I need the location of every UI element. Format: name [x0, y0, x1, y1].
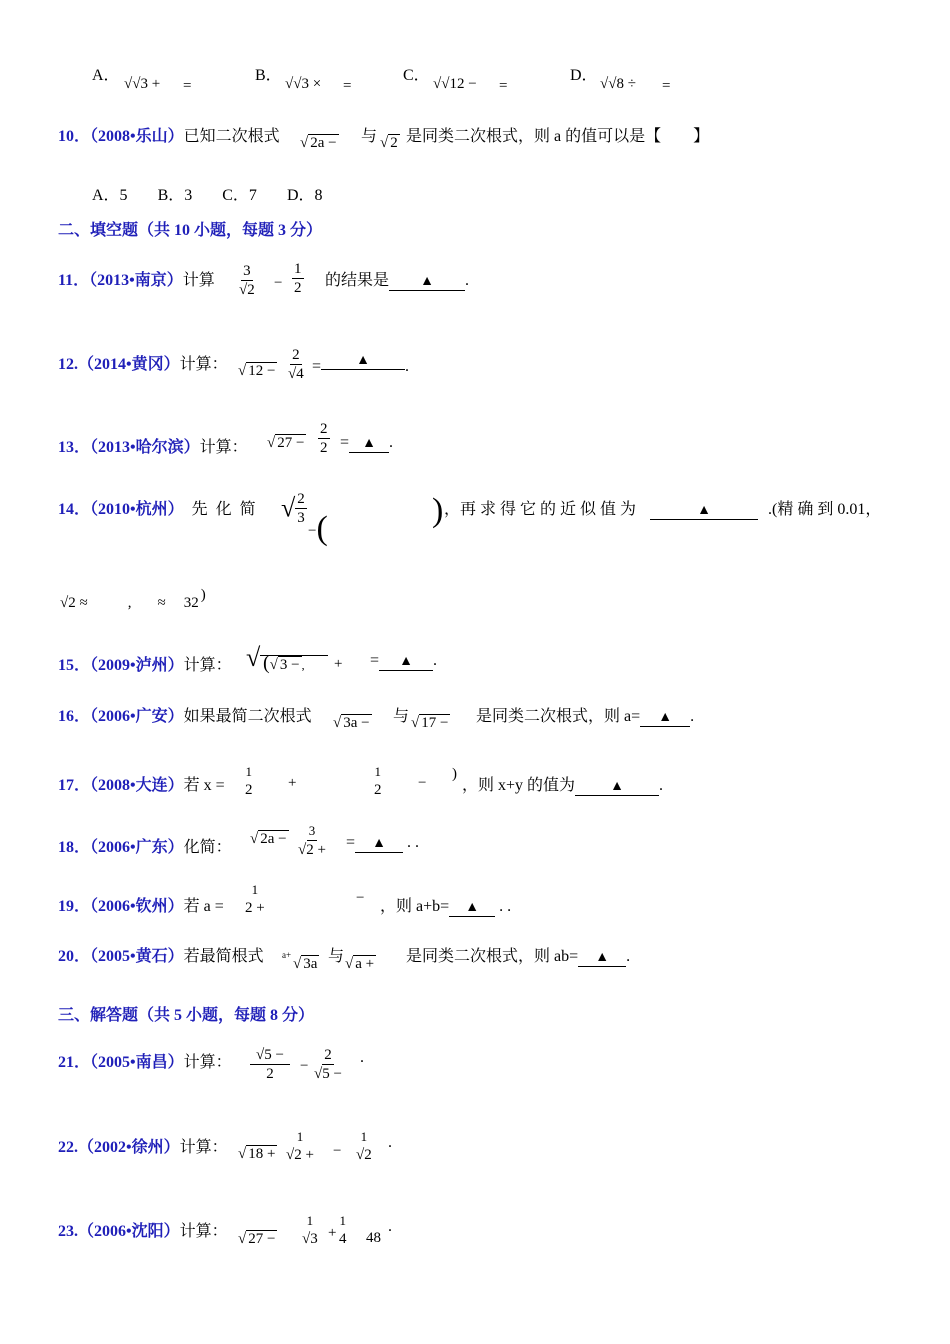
question-19	[58, 893, 224, 916]
question-22	[58, 1134, 228, 1157]
radicand: 17 −	[421, 715, 449, 731]
q9-option-a-eq: =	[183, 78, 192, 94]
question-text: 计算：	[199, 439, 248, 456]
triangle-icon: ▲	[697, 503, 711, 518]
q12-post	[312, 353, 410, 377]
answer-blank	[640, 709, 690, 727]
denominator: 3	[297, 510, 305, 526]
question-number: 12.	[58, 356, 78, 373]
question-text: 是同类二次根式，则 a=	[476, 708, 641, 725]
triangle-icon: ▲	[658, 710, 673, 725]
question-number: 11．	[58, 272, 90, 289]
question-text: 若最简根式	[183, 948, 264, 965]
q15-post	[370, 652, 437, 671]
question-number: 13．	[58, 439, 91, 456]
answer-blank	[321, 352, 405, 370]
operator: −	[308, 523, 317, 539]
question-13	[58, 434, 248, 457]
answer-blank	[355, 835, 403, 853]
answer-blank	[650, 502, 758, 520]
q17-fraction-1	[243, 763, 255, 799]
question-number: 17．	[58, 777, 91, 794]
question-23	[58, 1218, 228, 1241]
question-text: 若 x =	[183, 777, 225, 794]
triangle-icon: ▲	[362, 436, 376, 451]
numerator: 5 −	[264, 1047, 284, 1063]
denominator: 2	[247, 282, 255, 298]
radicand: a +	[355, 956, 375, 972]
q10-radical-1: √ 2a −	[300, 135, 337, 151]
option: D．8	[286, 187, 323, 204]
q20-radical-1: √ 3a	[293, 956, 318, 972]
question-text: 若 a =	[183, 898, 224, 915]
triangle-icon: ▲	[399, 654, 413, 669]
q9-option-a-expr: √√3 +	[124, 76, 161, 92]
question-text: .(精 确 到 0.01，	[768, 501, 882, 518]
answer-blank	[349, 435, 389, 453]
denominator: 2	[320, 440, 328, 456]
q22-fraction-2: 1 √2	[356, 1129, 372, 1163]
radicand: 3a −	[343, 715, 370, 731]
q10-options	[92, 182, 323, 205]
denominator: 2	[364, 1147, 372, 1163]
q21-fraction-1: $\frac{√5 -}{2}$	[250, 1046, 290, 1083]
triangle-icon: ▲	[465, 900, 480, 915]
question-text: 的结果是	[325, 272, 390, 289]
q23-fraction-1: 1 √3	[302, 1213, 318, 1247]
question-text: 已知二次根式	[183, 128, 280, 145]
option: C．7	[222, 187, 257, 204]
q11-fraction-1: $\frac{3}{√2}$	[239, 263, 255, 298]
radicand: 12 −	[248, 363, 276, 379]
question-20	[58, 943, 264, 966]
q20-radical-2: √ a +	[345, 956, 375, 972]
q9-option-b: B．	[255, 67, 282, 84]
question-17	[58, 772, 225, 795]
numerator: 1	[374, 764, 381, 779]
q17-fraction-2	[372, 763, 384, 799]
q9-option-d-expr: √√8 ÷	[600, 76, 636, 92]
question-15	[58, 652, 232, 675]
q9-option-c: C．	[403, 67, 430, 84]
option: A．5	[92, 187, 128, 204]
q22-fraction-1: 1 √2 +	[286, 1129, 314, 1163]
question-text: 计算	[182, 272, 215, 289]
question-source: （2010•杭州）	[90, 501, 184, 518]
q18-fraction: $\frac{3}{√2 +}$	[298, 823, 326, 858]
q10-post: 是同类二次根式，则 a 的值可以是【 】	[406, 128, 710, 145]
question-source: （2006•沈阳）	[78, 1223, 180, 1240]
q13-fraction	[318, 420, 330, 457]
denominator: 3	[310, 1231, 318, 1247]
q9-option-b-eq: =	[343, 78, 352, 94]
question-number: 15．	[58, 657, 91, 674]
radicand: 18 +	[248, 1146, 276, 1162]
question-text: 计算：	[183, 1054, 232, 1071]
q17-paren: )	[452, 766, 457, 782]
question-text: 计算：	[179, 1139, 228, 1156]
section-heading: 二、填空题（共 10 小题，每题 3 分）	[58, 222, 323, 239]
answer-blank	[389, 273, 465, 291]
question-source: （2008•乐山）	[90, 128, 184, 145]
q15-radical: √	[246, 643, 328, 673]
q13-post	[340, 434, 393, 453]
question-source: （2008•大连）	[90, 777, 184, 794]
denominator: 2	[266, 1066, 274, 1082]
question-number: 20．	[58, 948, 91, 965]
equals: =	[346, 834, 356, 851]
question-source: （2009•泸州）	[90, 657, 184, 674]
question-text: ，则 x+y 的值为	[462, 777, 576, 794]
denominator: 4	[296, 366, 304, 382]
question-number: 18．	[58, 839, 91, 856]
numerator: 1	[251, 882, 259, 897]
q15-op: +	[334, 656, 343, 672]
punct: . .	[407, 834, 420, 851]
q21-op: −	[300, 1058, 309, 1074]
q9-option-c-expr: √√12 −	[433, 76, 477, 92]
q16-post	[476, 703, 694, 727]
q22-op: −	[333, 1143, 342, 1159]
approx-value: 32	[183, 595, 199, 611]
radicand: 27 −	[248, 1231, 276, 1247]
answer-blank	[379, 653, 433, 671]
q14-radical-fraction: √ $\frac{2}{3}$	[281, 491, 305, 526]
question-number: 19．	[58, 898, 91, 915]
punct: .	[433, 652, 438, 669]
q19-op: −	[356, 890, 365, 906]
question-16	[58, 703, 312, 726]
numerator: 3	[307, 822, 318, 841]
q14-line2: √2 ≈ , ≈ 32 )	[60, 587, 206, 611]
question-text: ，再 求 得 它 的 近 似 值 为	[444, 501, 637, 518]
punct: .	[626, 948, 631, 965]
question-18	[58, 834, 232, 857]
numerator: 1	[296, 1129, 304, 1144]
radicand: 2a −	[310, 135, 337, 151]
option-letter: A．	[92, 67, 120, 84]
q9-option-d-eq: =	[662, 78, 671, 94]
q23-fraction-2	[337, 1212, 349, 1248]
question-11	[58, 267, 215, 290]
numerator: 2	[320, 421, 328, 437]
numerator: 2	[297, 491, 305, 507]
numerator: 1	[360, 1129, 368, 1144]
q17-op2: −	[418, 775, 427, 791]
q14-paren-right: )	[432, 492, 444, 529]
q14-op: −(	[308, 510, 328, 547]
punct: .	[389, 434, 394, 451]
question-12	[58, 351, 228, 374]
question-number: 14．	[58, 501, 91, 518]
numerator: 2	[292, 347, 300, 363]
denominator: 5 −	[322, 1066, 342, 1082]
question-source: （2006•钦州）	[90, 898, 184, 915]
q22-end: .	[388, 1134, 392, 1151]
section-heading: 三、解答题（共 5 小题，每题 8 分）	[58, 1007, 315, 1024]
question-source: （2013•南京）	[89, 272, 183, 289]
denominator: 2 +	[306, 842, 326, 858]
q15-inner: (√ 3 − ,	[263, 652, 305, 674]
math-expr: √12 −	[441, 76, 477, 92]
q9-option-d: D．	[570, 67, 598, 84]
q18-radical: √ 2a −	[250, 831, 287, 847]
question-number: 22.	[58, 1139, 78, 1156]
q20-post	[406, 943, 630, 967]
q12-radical: √ 12 −	[238, 363, 276, 379]
approx-text: 2 ≈	[68, 595, 88, 611]
question-source: （2002•徐州）	[78, 1139, 180, 1156]
triangle-icon: ▲	[372, 836, 386, 851]
q14-post	[444, 496, 881, 520]
question-source: （2013•哈尔滨）	[90, 439, 200, 456]
q17-post	[462, 772, 663, 796]
question-text: 如果最简二次根式	[183, 708, 312, 725]
q16-mid: 与	[393, 708, 410, 725]
question-number: 10．	[58, 128, 91, 145]
answer-blank	[449, 899, 495, 917]
question-source: （2006•广东）	[90, 839, 184, 856]
punct: )	[200, 587, 206, 603]
q17-op1: +	[288, 775, 297, 791]
q23-radical: √ 27 −	[238, 1231, 276, 1247]
q13-radical: √ 27 −	[267, 435, 305, 451]
q19-post	[380, 893, 511, 917]
question-14	[58, 496, 256, 519]
punct: .	[690, 708, 695, 725]
q23-op: +	[328, 1225, 337, 1241]
question-21	[58, 1049, 232, 1072]
q12-fraction: $\frac{2}{√4}$	[288, 347, 304, 382]
q22-radical: √ 18 +	[238, 1146, 276, 1162]
question-text: 化简：	[183, 839, 232, 856]
punct: .	[465, 272, 470, 289]
q11-fraction-2	[292, 260, 304, 297]
numerator: 3	[243, 263, 251, 279]
question-text: 计算：	[183, 657, 232, 674]
q21-fraction-2: $\frac{2}{√5 -}$	[314, 1047, 342, 1082]
equals: =	[340, 434, 350, 451]
question-text: 计算：	[179, 356, 228, 373]
q20-index: a+	[282, 950, 292, 960]
question-text: 是同类二次根式，则 ab=	[406, 948, 579, 965]
denominator: 2	[245, 782, 253, 798]
radicand: 2a −	[260, 831, 287, 847]
q9-option-c-eq: =	[499, 78, 508, 94]
q16-radical-2: √ 17 −	[411, 715, 449, 731]
question-source: （2006•广安）	[90, 708, 184, 725]
q19-fraction	[243, 881, 267, 917]
question-source: （2005•黄石）	[90, 948, 184, 965]
math-expr: √3 ×	[293, 76, 322, 92]
question-number: 16．	[58, 708, 91, 725]
question-10	[58, 123, 280, 146]
q23-radical-2	[366, 1230, 381, 1247]
triangle-icon: ▲	[610, 779, 624, 794]
numerator: 1	[245, 764, 252, 779]
punct: . .	[499, 898, 512, 915]
radicand: 2	[390, 135, 398, 151]
numerator: 1	[339, 1213, 346, 1228]
q10-mid: 与	[361, 128, 378, 145]
denominator: 4	[339, 1231, 347, 1247]
punct: .	[405, 358, 410, 375]
question-number: 23.	[58, 1223, 78, 1240]
radicand: 3a	[303, 956, 318, 972]
triangle-icon: ▲	[356, 353, 370, 368]
q11-post	[325, 267, 469, 291]
radicand: 27 −	[277, 435, 305, 451]
q23-end: .	[388, 1218, 392, 1235]
equals: =	[312, 358, 322, 375]
numerator: 1	[306, 1213, 314, 1228]
denominator: 2	[294, 280, 302, 296]
q9-option-a	[92, 62, 120, 85]
denominator: 2	[374, 782, 382, 798]
approx-symbol: ≈	[157, 595, 166, 611]
triangle-icon: ▲	[420, 274, 434, 289]
answer-blank	[578, 949, 626, 967]
question-text: 先 化 简	[191, 501, 256, 518]
q21-end: .	[360, 1049, 364, 1066]
question-source: （2005•南昌）	[90, 1054, 184, 1071]
denominator: 2 +	[294, 1147, 314, 1163]
question-text: ，则 a+b=	[380, 898, 450, 915]
equals: =	[370, 652, 380, 669]
denominator: 2 +	[245, 900, 265, 916]
q10-radical-2: √ 2	[380, 135, 398, 151]
numerator: 1	[294, 261, 302, 277]
q18-post	[346, 834, 419, 853]
math-expr: √8 ÷	[608, 76, 636, 92]
q16-radical-1: √ 3a −	[333, 715, 370, 731]
radicand: 3 −	[279, 657, 300, 673]
punct: .	[659, 777, 664, 794]
q20-mid: 与	[328, 948, 345, 965]
punct: ,	[127, 595, 132, 611]
option: B．3	[157, 187, 193, 204]
triangle-icon: ▲	[595, 950, 610, 965]
q9-option-b-expr: √√3 ×	[285, 76, 322, 92]
math-expr: √3 +	[132, 76, 161, 92]
q11-op: −	[274, 275, 283, 291]
question-text: 计算：	[179, 1223, 228, 1240]
answer-blank	[575, 778, 659, 796]
radicand: 48	[366, 1230, 381, 1246]
question-source: （2014•黄冈）	[78, 356, 180, 373]
question-number: 21．	[58, 1054, 91, 1071]
numerator: 2	[324, 1047, 332, 1063]
